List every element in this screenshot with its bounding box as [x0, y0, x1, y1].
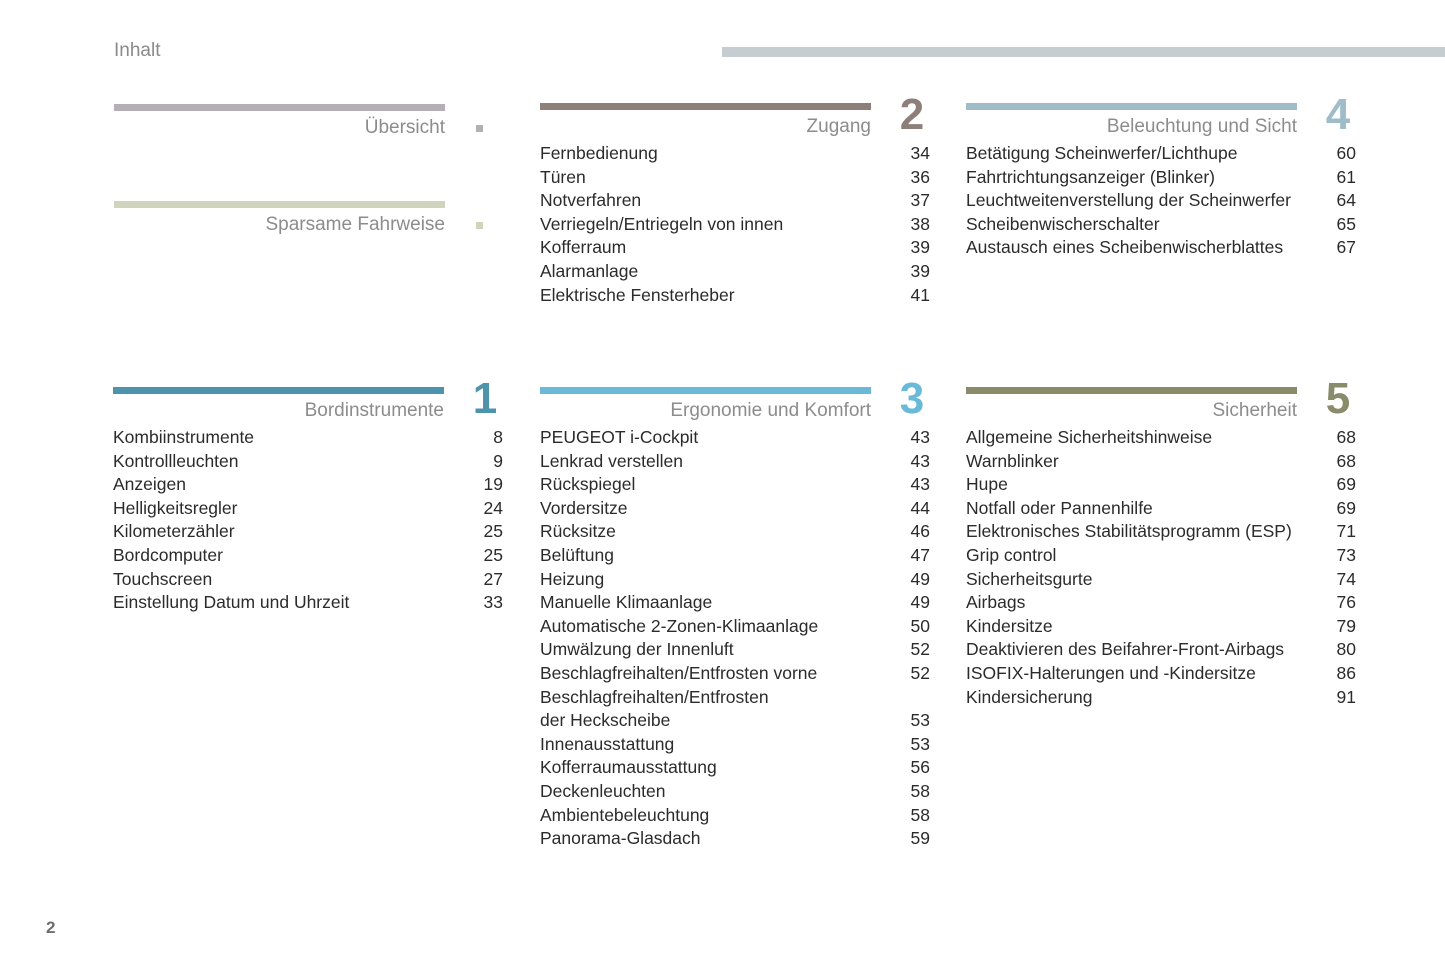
- section-bar: [966, 387, 1297, 394]
- toc-entry-label: Deaktivieren des Beifahrer-Front-Airbags: [966, 639, 1285, 660]
- toc-entry-label: Ambientebeleuchtung: [540, 804, 710, 825]
- toc-entry-page: 69: [1336, 474, 1356, 495]
- page-title: Inhalt: [114, 40, 161, 61]
- section-marker-dot: [476, 222, 483, 229]
- toc-entry-label: Sicherheitsgurte: [966, 568, 1093, 589]
- toc-entry-page: 43: [910, 450, 930, 471]
- toc-entry-page: 73: [1336, 544, 1356, 565]
- toc-entry[interactable]: [540, 450, 930, 474]
- toc-entry[interactable]: [966, 142, 1356, 166]
- section-bar: [113, 387, 444, 394]
- toc-entry-label: Kilometerzähler: [113, 521, 235, 542]
- toc-entry[interactable]: [540, 827, 930, 851]
- toc-entry[interactable]: [540, 497, 930, 521]
- toc-entry-page: 68: [1336, 427, 1356, 447]
- toc-entry-page: 37: [910, 190, 930, 211]
- section-bar: [114, 104, 445, 111]
- toc-entry-page: 68: [1336, 450, 1356, 471]
- toc-entry[interactable]: [540, 591, 930, 615]
- toc-entry-page: 43: [910, 474, 930, 495]
- toc-entry-label: Verriegeln/Entriegeln von innen: [540, 213, 784, 234]
- toc-entry-label: Einstellung Datum und Uhrzeit: [113, 592, 350, 613]
- toc-entry[interactable]: [966, 568, 1356, 592]
- toc-entry[interactable]: [966, 236, 1356, 260]
- toc-entry-label: Warnblinker: [966, 450, 1059, 471]
- toc-entry-page: 79: [1336, 615, 1356, 636]
- section-number: 3: [899, 374, 925, 423]
- toc-entry-label: Elektronisches Stabilitätsprogramm (ESP): [966, 521, 1292, 542]
- section-number: 5: [1325, 374, 1351, 423]
- toc-entry[interactable]: [540, 260, 930, 284]
- toc-entry-page: 53: [910, 733, 930, 754]
- toc-entry-label: Betätigung Scheinwerfer/Lichthupe: [966, 143, 1238, 163]
- toc-entry-page: 34: [910, 143, 930, 163]
- section-title[interactable]: Bordinstrumente: [304, 400, 444, 421]
- toc-entry-page: 58: [910, 804, 930, 825]
- section-number: 1: [472, 374, 498, 423]
- toc-entry[interactable]: [540, 426, 930, 450]
- toc-entry-page: 52: [910, 662, 930, 683]
- toc-entry-page: 39: [910, 237, 930, 258]
- toc-entry-label: Belüftung: [540, 544, 614, 565]
- toc-entry-page: 39: [910, 260, 930, 281]
- toc-entry-page: 27: [483, 568, 503, 589]
- toc-entry[interactable]: [113, 568, 503, 592]
- toc-entry-label: Panorama-Glasdach: [540, 828, 701, 849]
- toc-entry-label: Anzeigen: [113, 474, 186, 495]
- toc-entry-page: 71: [1336, 521, 1356, 542]
- toc-entry[interactable]: [540, 568, 930, 592]
- toc-entry-label: Kofferraumausstattung: [540, 757, 717, 778]
- toc-entry-label: Heizung: [540, 568, 605, 589]
- toc-entry-label: Automatische 2-Zonen-Klimaanlage: [540, 615, 819, 636]
- section-title[interactable]: Sicherheit: [1212, 400, 1297, 421]
- toc-entry-page: 46: [910, 521, 930, 542]
- toc-entry[interactable]: [966, 473, 1356, 497]
- toc-entry-label: Allgemeine Sicherheitshinweise: [966, 427, 1213, 447]
- toc-entry-label: Grip control: [966, 544, 1057, 565]
- toc-entry-page: 58: [910, 780, 930, 801]
- toc-entry-page: 41: [910, 284, 930, 305]
- toc-entry[interactable]: [966, 615, 1356, 639]
- toc-entry[interactable]: [540, 142, 930, 166]
- toc-entry-page: 33: [483, 592, 503, 613]
- toc-entry-label: Kombiinstrumente: [113, 427, 255, 447]
- toc-entry[interactable]: [966, 520, 1356, 544]
- section-title[interactable]: Übersicht: [364, 117, 445, 138]
- toc-entry-label: Beschlagfreihalten/Entfrosten vorne: [540, 662, 818, 683]
- toc-entry-label: Notverfahren: [540, 190, 642, 211]
- toc-entry[interactable]: [540, 520, 930, 544]
- toc-entry-label: Manuelle Klimaanlage: [540, 592, 713, 613]
- toc-entry-page: 69: [1336, 497, 1356, 518]
- toc-entry-label: Hupe: [966, 474, 1008, 495]
- toc-entry-page: 80: [1336, 639, 1356, 660]
- toc-entry[interactable]: [966, 189, 1356, 213]
- section-bar: [966, 103, 1297, 110]
- toc-entry-page: 74: [1336, 568, 1356, 589]
- toc-entry[interactable]: [540, 733, 930, 757]
- toc-entry-label: Innenausstattung: [540, 733, 675, 754]
- toc-entry-label: Umwälzung der Innenluft: [540, 639, 734, 660]
- toc-entry-page: 44: [910, 497, 930, 518]
- toc-entry[interactable]: [966, 166, 1356, 190]
- toc-entry-label: Touchscreen: [113, 568, 213, 589]
- toc-entry[interactable]: [966, 544, 1356, 568]
- toc-entry[interactable]: [540, 662, 930, 686]
- section-marker-dot: [476, 125, 483, 132]
- section-number: 2: [899, 90, 925, 139]
- toc-entry-label: Airbags: [966, 592, 1026, 613]
- section-title[interactable]: Beleuchtung und Sicht: [1106, 116, 1297, 137]
- toc-entry[interactable]: [113, 473, 503, 497]
- toc-entry[interactable]: [966, 497, 1356, 521]
- toc-entry-label: Notfall oder Pannenhilfe: [966, 497, 1153, 518]
- toc-entry[interactable]: [966, 662, 1356, 686]
- toc-entry-page: 43: [910, 427, 930, 447]
- toc-entry[interactable]: [113, 544, 503, 568]
- toc-entry[interactable]: [966, 686, 1356, 710]
- toc-entry-label: Lenkrad verstellen: [540, 450, 683, 471]
- toc-entry-page: 36: [910, 166, 930, 187]
- toc-entry-label: Fahrtrichtungsanzeiger (Blinker): [966, 166, 1215, 187]
- toc-entry-page: 25: [483, 544, 503, 565]
- section-number: 4: [1325, 90, 1351, 139]
- toc-entry-page: 60: [1336, 143, 1356, 163]
- toc-entry[interactable]: [540, 236, 930, 260]
- section-title[interactable]: Ergonomie und Komfort: [670, 400, 871, 421]
- toc-entry-label: Elektrische Fensterheber: [540, 284, 735, 305]
- toc-entry-page: 61: [1336, 166, 1356, 187]
- toc-entry-label: Kindersitze: [966, 615, 1053, 636]
- toc-entry-label: Scheibenwischerschalter: [966, 213, 1160, 234]
- entry-list: [966, 426, 1356, 709]
- toc-entry-page: 19: [483, 474, 503, 495]
- toc-entry-label: Kontrollleuchten: [113, 450, 239, 471]
- toc-entry-page: 53: [910, 710, 930, 731]
- section-bar: [114, 201, 445, 208]
- toc-entry-label: Beschlagfreihalten/Entfrosten der Heckscheibe: [540, 686, 769, 731]
- toc-entry-page: 76: [1336, 592, 1356, 613]
- toc-entry-label: Vordersitze: [540, 497, 628, 518]
- toc-entry-label: Austausch eines Scheibenwischerblattes: [966, 237, 1284, 258]
- toc-entry[interactable]: [540, 473, 930, 497]
- toc-entry-page: 25: [483, 521, 503, 542]
- toc-entry[interactable]: [540, 213, 930, 237]
- entry-list: [113, 426, 503, 615]
- toc-entry[interactable]: [966, 213, 1356, 237]
- toc-entry-page: 56: [910, 757, 930, 778]
- toc-entry[interactable]: [540, 615, 930, 639]
- toc-entry[interactable]: [966, 591, 1356, 615]
- toc-entry-label: Rückspiegel: [540, 474, 636, 495]
- entry-list: [966, 142, 1356, 260]
- toc-entry[interactable]: [540, 189, 930, 213]
- section-bar: [540, 103, 871, 110]
- toc-entry-page: 64: [1336, 190, 1356, 211]
- toc-entry-page: 8: [493, 427, 503, 447]
- toc-entry-page: 38: [910, 213, 930, 234]
- toc-entry[interactable]: [113, 450, 503, 474]
- entry-list: [540, 142, 930, 307]
- toc-entry-label: PEUGEOT i-Cockpit: [540, 427, 699, 447]
- toc-entry[interactable]: [540, 544, 930, 568]
- toc-entry-page: 86: [1336, 662, 1356, 683]
- toc-entry-label: Leuchtweitenverstellung der Scheinwerfer: [966, 190, 1291, 211]
- toc-entry-label: ISOFIX-Halterungen und -Kindersitze: [966, 662, 1256, 683]
- toc-entry[interactable]: [966, 638, 1356, 662]
- section-title[interactable]: Sparsame Fahrweise: [265, 214, 445, 235]
- toc-entry-page: 47: [910, 544, 930, 565]
- toc-entry-label: Türen: [540, 166, 586, 187]
- toc-entry-page: 49: [910, 592, 930, 613]
- toc-entry-label: Rücksitze: [540, 521, 616, 542]
- section-title[interactable]: Zugang: [806, 116, 871, 137]
- toc-entry-page: 52: [910, 639, 930, 660]
- toc-entry-page: 50: [910, 615, 930, 636]
- toc-entry[interactable]: [540, 756, 930, 780]
- toc-entry[interactable]: [540, 166, 930, 190]
- toc-entry-label: Helligkeitsregler: [113, 497, 238, 518]
- toc-entry[interactable]: [540, 284, 930, 308]
- toc-entry-page: 49: [910, 568, 930, 589]
- toc-entry-label: Fernbedienung: [540, 143, 658, 163]
- toc-entry[interactable]: [113, 520, 503, 544]
- toc-entry-label: Kofferraum: [540, 237, 627, 258]
- entry-list: [540, 426, 930, 851]
- section-bar: [540, 387, 871, 394]
- toc-entry[interactable]: [113, 591, 503, 615]
- toc-entry[interactable]: [966, 450, 1356, 474]
- toc-entry-label: Bordcomputer: [113, 544, 223, 565]
- toc-entry-label: Alarmanlage: [540, 260, 639, 281]
- toc-entry-page: 65: [1336, 213, 1356, 234]
- toc-entry[interactable]: [540, 804, 930, 828]
- toc-entry-page: 91: [1336, 686, 1356, 707]
- toc-entry-page: 59: [910, 828, 930, 849]
- toc-entry[interactable]: [966, 426, 1356, 450]
- toc-entry[interactable]: [540, 780, 930, 804]
- page-number: 2: [46, 918, 56, 937]
- toc-entry[interactable]: [540, 686, 930, 733]
- toc-entry[interactable]: [113, 497, 503, 521]
- header-bar: [722, 47, 1445, 57]
- toc-entry[interactable]: [113, 426, 503, 450]
- toc-entry-page: 9: [493, 450, 503, 471]
- toc-entry-label: Deckenleuchten: [540, 780, 666, 801]
- toc-entry[interactable]: [540, 638, 930, 662]
- toc-entry-label: Kindersicherung: [966, 686, 1093, 707]
- toc-entry-page: 24: [483, 497, 503, 518]
- toc-entry-page: 67: [1336, 237, 1356, 258]
